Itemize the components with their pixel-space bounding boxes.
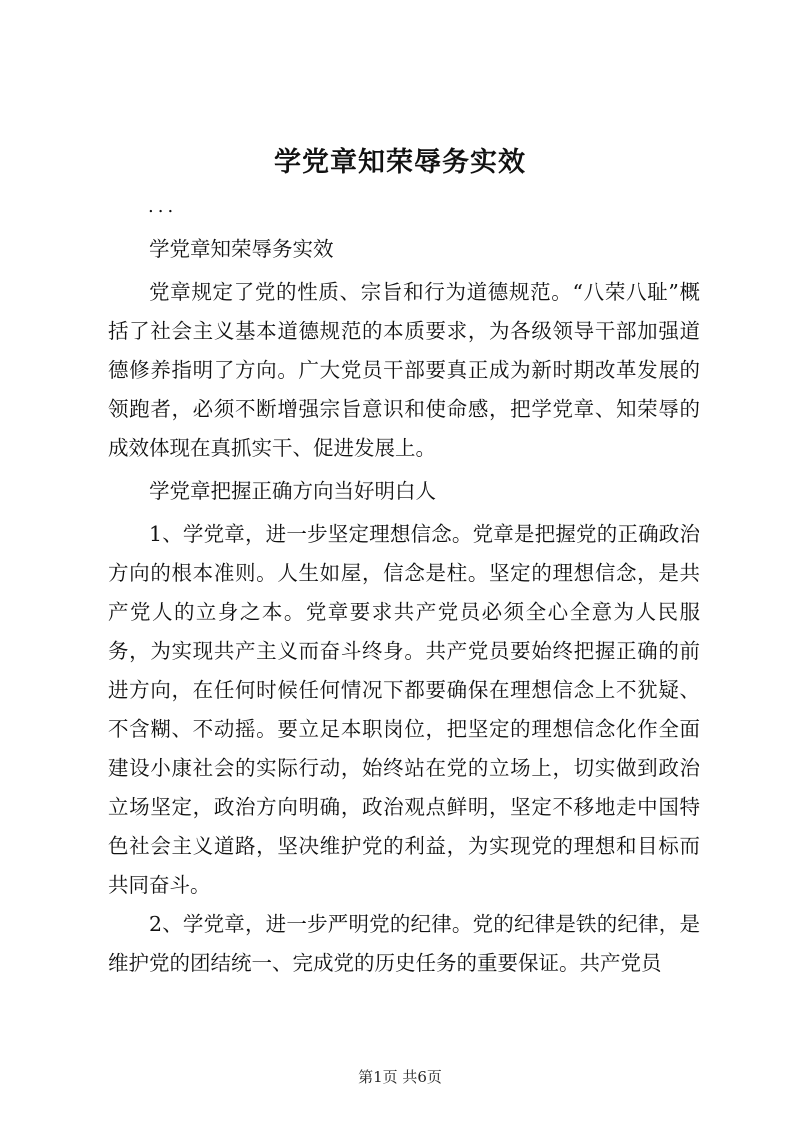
paragraph: 党章规定了党的性质、宗旨和行为道德规范。“八荣八耻”概括了社会主义基本道德规范的本质要求，为各级领导干部加强道德修养指明了方向。广大党员干部要真正成为新时期改革发展的领跑者，必须不断增强宗旨意识和使命感，把学党章、知荣辱的成效体现在真抓实干、促进发展上。 xyxy=(108,280,700,460)
document-title: 学党章知荣辱务实效 xyxy=(274,147,526,178)
ellipsis-marker: ... xyxy=(148,196,178,217)
section-heading: 学党章把握正确方向当好明白人 xyxy=(149,479,436,503)
page-number-footer: 第1页 共6页 xyxy=(358,1068,442,1086)
document-body xyxy=(108,226,700,983)
paragraph: 1、学党章，进一步坚定理想信念。党章是把握党的正确政治方向的根本准则。人生如屋，信念是柱。坚定的理想信念，是共产党人的立身之本。党章要求共产党员必须全心全意为人民服务，为实现共产主义而奋斗终身。共产党员要始终把握正确的前进方向，在任何时候任何情况下都要确保在理想信念上不犹疑、不含糊、不动摇。要立足本职岗位，把坚定的理想信念化作全面建设小康社会的实际行动，始终站在党的立场上，切实做到政治立场坚定，政治方向明确，政治观点鲜明，坚定不移地走中国特色社会主义道路，坚决维护党的利益，为实现党的理想和目标而共同奋斗。 xyxy=(108,522,700,897)
section-heading: 学党章知荣辱务实效 xyxy=(149,237,334,261)
paragraph: 2、学党章，进一步严明党的纪律。党的纪律是铁的纪律，是维护党的团结统一、完成党的历史任务的重要保证。共产党员 xyxy=(108,912,700,975)
